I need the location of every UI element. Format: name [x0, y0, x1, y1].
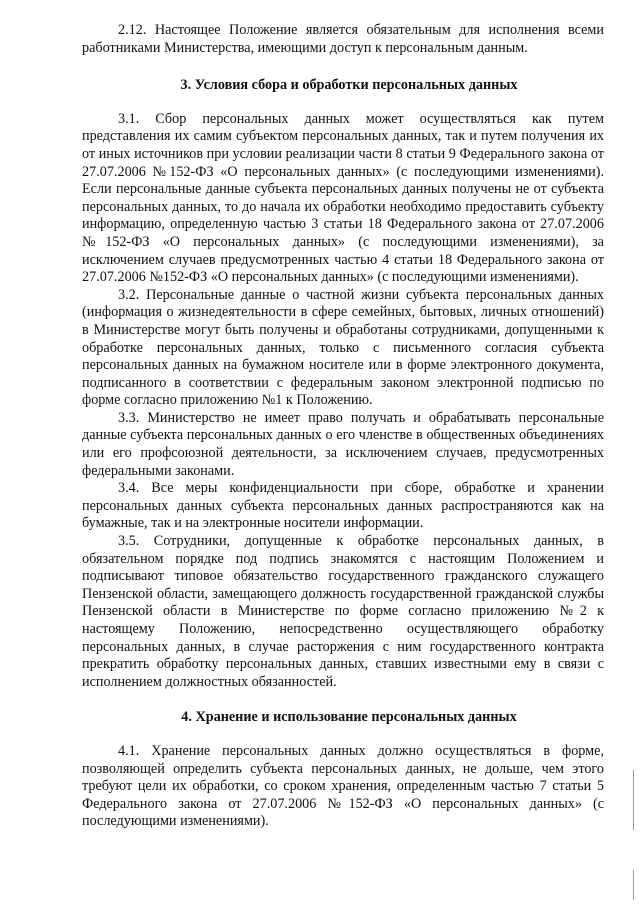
paragraph-4-1: 4.1. Хранение персональных данных должно осуществляться в форме, позволяющей определить субъекта персональных данных, не дольше, чем этого требуют цели их обработки, со сроком хранения, определенным частью 7 статьи 5 Федерального закона от 27.07.2006 №152-ФЗ «О персональных данных» (с последующими изменениями).	[82, 742, 604, 830]
paragraph-3-4: 3.4. Все меры конфиденциальности при сборе, обработке и хранении персональных данных субъекта персональных данных распространяются как на бумажные, так и на электронные носители информации.	[82, 480, 604, 532]
paragraph-3-5: 3.5. Сотрудники, допущенные к обработке персональных данных, в обязательном порядке под подпись знакомятся с настоящим Положением и подписывают типовое обязательство государственного гражданского служащего Пензенской области, замещающего должность государственной гражданской службы Пензенской области в Министерстве по форме согласно приложению №2 к настоящему Положению, непосредственно осуществляющего обработку персональных данных, в случае расторжения с ним государственного контракта прекратить обработку персональных данных, ставших известными ему в связи с исполнением должностных обязанностей.	[82, 533, 604, 690]
paragraph-3-3: 3.3. Министерство не имеет право получать и обрабатывать персональные данные субъекта персональных данных о его членстве в общественных объединениях или его профсоюзной деятельности, за исключением случаев, предусмотренных федеральными законами.	[82, 409, 604, 479]
scan-edge-mark	[633, 770, 634, 830]
section-4-heading: 4. Хранение и использование персональных данных	[181, 709, 517, 726]
document-page	[82, 22, 604, 831]
paragraph-3-2: 3.2. Персональные данные о частной жизни субъекта персональных данных (информация о жизнедеятельности в сфере семейных, бытовых, личных отношений) в Министерстве могут быть получены и обработаны сотрудниками, допущенными к обработке персональных данных, только с письменного согласия субъекта персональных данных на бумажном носителе или в форме электронного документа, подписанного в соответствии с федеральным законом электронной подписью по форме согласно приложению №1 к Положению.	[82, 286, 604, 409]
scan-edge-mark	[633, 870, 634, 900]
paragraph-2-12: 2.12. Настоящее Положение является обязательным для исполнения всеми работниками Министерства, имеющими доступ к персональным данным.	[82, 22, 604, 56]
paragraph-3-1: 3.1. Сбор персональных данных может осуществляться как путем представления их самим субъектом персональных данных, так и путем получения их от иных источников при условии реализации части 8 статьи 9 Федерального закона от 27.07.2006 №152-ФЗ «О персональных данных» (с последующими изменениями). Если персональные данные субъекта персональных данных получены не от субъекта персональных данных, то до начала их обработки необходимо предоставить субъекту информацию, определенную частью 3 статьи 18 Федерального закона от 27.07.2006 №152-ФЗ «О персональных данных» (с последующими изменениями), за исключением случаев предусмотренных частью 4 статьи 18 Федерального закона от 27.07.2006 №152-ФЗ «О персональных данных» (с последующими изменениями).	[82, 110, 604, 286]
section-3-heading: 3. Условия сбора и обработки персональных данных	[180, 77, 518, 94]
